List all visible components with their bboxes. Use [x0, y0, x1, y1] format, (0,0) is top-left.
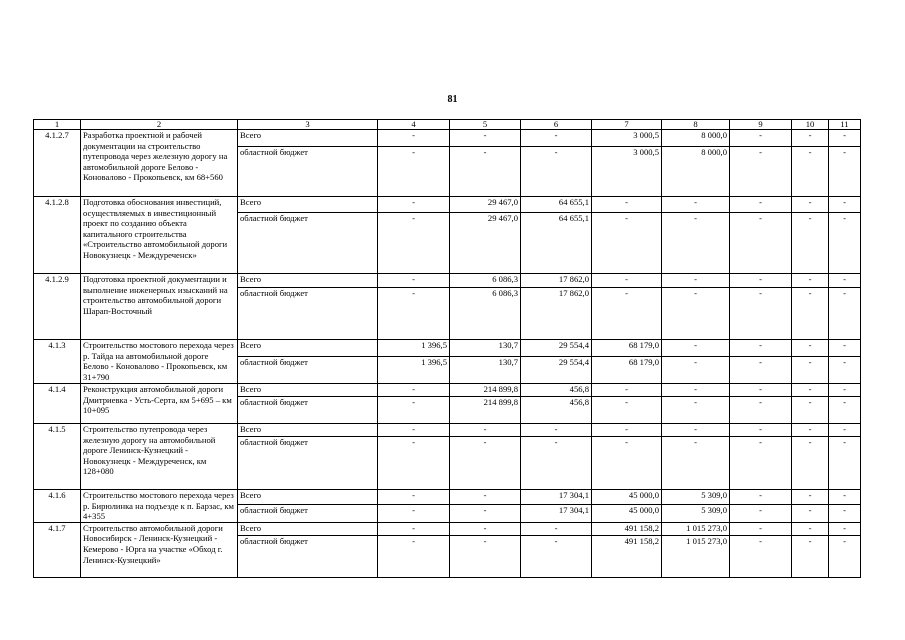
value-cell: 64 655,1: [521, 197, 592, 213]
value-cell: 6 086,3: [450, 288, 521, 340]
value-cell: -: [829, 535, 861, 577]
value-cell: 456,8: [521, 384, 592, 397]
item-number: 4.1.3: [34, 340, 81, 384]
value-cell: -: [792, 147, 829, 197]
value-cell: -: [450, 424, 521, 437]
value-cell: 214 899,8: [450, 384, 521, 397]
value-cell: -: [792, 357, 829, 384]
funding-source: областной бюджет: [238, 535, 378, 577]
table-row: [34, 490, 861, 505]
column-number-11: 11: [829, 120, 861, 130]
value-cell: -: [450, 522, 521, 535]
value-cell: -: [829, 437, 861, 490]
value-cell: -: [521, 535, 592, 577]
value-cell: -: [378, 197, 450, 213]
value-cell: -: [592, 274, 662, 288]
value-cell: -: [521, 424, 592, 437]
value-cell: 29 467,0: [450, 197, 521, 213]
value-cell: -: [792, 535, 829, 577]
value-cell: -: [592, 424, 662, 437]
value-cell: -: [829, 274, 861, 288]
value-cell: -: [730, 130, 792, 147]
value-cell: -: [829, 130, 861, 147]
value-cell: -: [378, 535, 450, 577]
value-cell: -: [829, 505, 861, 522]
value-cell: -: [378, 505, 450, 522]
value-cell: -: [792, 437, 829, 490]
value-cell: -: [662, 397, 730, 424]
value-cell: -: [378, 274, 450, 288]
column-number-1: 1: [34, 120, 81, 130]
value-cell: -: [730, 535, 792, 577]
value-cell: 491 158,2: [592, 535, 662, 577]
value-cell: -: [450, 147, 521, 197]
item-description: Реконструкция автомобильной дороги Дмитриевка - Усть-Серта, км 5+695 – км 10+095: [81, 384, 238, 424]
value-cell: -: [829, 424, 861, 437]
value-cell: 68 179,0: [592, 357, 662, 384]
value-cell: 29 554,4: [521, 340, 592, 357]
column-number-6: 6: [521, 120, 592, 130]
funding-source: Всего: [238, 130, 378, 147]
value-cell: -: [730, 340, 792, 357]
value-cell: 45 000,0: [592, 505, 662, 522]
value-cell: -: [662, 340, 730, 357]
value-cell: 491 158,2: [592, 522, 662, 535]
funding-source: Всего: [238, 522, 378, 535]
value-cell: -: [521, 147, 592, 197]
value-cell: -: [378, 397, 450, 424]
value-cell: -: [592, 384, 662, 397]
value-cell: -: [829, 384, 861, 397]
value-cell: -: [378, 130, 450, 147]
value-cell: 29 554,4: [521, 357, 592, 384]
value-cell: -: [730, 384, 792, 397]
value-cell: -: [829, 197, 861, 213]
funding-source: Всего: [238, 274, 378, 288]
column-number-header-row: [34, 120, 861, 130]
value-cell: 68 179,0: [592, 340, 662, 357]
value-cell: 3 000,5: [592, 130, 662, 147]
value-cell: -: [592, 437, 662, 490]
value-cell: -: [792, 522, 829, 535]
value-cell: -: [792, 505, 829, 522]
funding-source: областной бюджет: [238, 397, 378, 424]
value-cell: 17 304,1: [521, 505, 592, 522]
item-description: Подготовка проектной документации и выполнение инженерных изысканий на строительство автомобильной дороги Шарап-Восточный: [81, 274, 238, 340]
value-cell: -: [829, 522, 861, 535]
value-cell: -: [378, 437, 450, 490]
value-cell: -: [792, 384, 829, 397]
funding-source: областной бюджет: [238, 147, 378, 197]
value-cell: -: [792, 213, 829, 274]
value-cell: -: [730, 397, 792, 424]
value-cell: 130,7: [450, 340, 521, 357]
value-cell: -: [792, 424, 829, 437]
value-cell: -: [592, 197, 662, 213]
item-description: Строительство мостового перехода через р. Бирюлинка на подъезде к п. Барзас, км 4+355: [81, 490, 238, 523]
value-cell: -: [662, 357, 730, 384]
column-number-10: 10: [792, 120, 829, 130]
value-cell: -: [662, 274, 730, 288]
value-cell: 29 467,0: [450, 213, 521, 274]
value-cell: -: [378, 288, 450, 340]
value-cell: -: [662, 424, 730, 437]
value-cell: -: [730, 424, 792, 437]
value-cell: 214 899,8: [450, 397, 521, 424]
funding-source: областной бюджет: [238, 357, 378, 384]
column-number-3: 3: [238, 120, 378, 130]
value-cell: -: [450, 505, 521, 522]
value-cell: -: [829, 490, 861, 505]
column-number-2: 2: [81, 120, 238, 130]
value-cell: -: [730, 522, 792, 535]
value-cell: 45 000,0: [592, 490, 662, 505]
item-number: 4.1.7: [34, 522, 81, 577]
column-number-4: 4: [378, 120, 450, 130]
value-cell: -: [378, 490, 450, 505]
value-cell: 17 862,0: [521, 274, 592, 288]
value-cell: 3 000,5: [592, 147, 662, 197]
value-cell: -: [450, 437, 521, 490]
value-cell: -: [829, 288, 861, 340]
funding-source: Всего: [238, 490, 378, 505]
value-cell: -: [378, 384, 450, 397]
value-cell: -: [662, 288, 730, 340]
value-cell: -: [829, 357, 861, 384]
funding-source: Всего: [238, 424, 378, 437]
funding-source: областной бюджет: [238, 437, 378, 490]
funding-source: Всего: [238, 384, 378, 397]
value-cell: -: [829, 340, 861, 357]
value-cell: -: [378, 147, 450, 197]
item-description: Строительство путепровода через железную дорогу на автомобильной дороге Ленинск-Кузнецкий - Новокузнецк - Междуреченск, км 128+080: [81, 424, 238, 490]
item-description: Разработка проектной и рабочей документации на строительство путепровода через железную дорогу на автомобильной дороге Белово - Коновалово - Прокопьевск, км 68+560: [81, 130, 238, 197]
value-cell: -: [792, 197, 829, 213]
value-cell: 1 015 273,0: [662, 535, 730, 577]
value-cell: -: [662, 213, 730, 274]
value-cell: -: [792, 274, 829, 288]
table-row: [34, 522, 861, 535]
value-cell: 8 000,0: [662, 130, 730, 147]
item-description: Подготовка обоснования инвестиций, осуществляемых в инвестиционный проект по созданию объекта капитального строительства «Строительство автомобильной дороги Новокузнецк - Междуреченск»: [81, 197, 238, 274]
table-row: [34, 384, 861, 397]
value-cell: -: [792, 340, 829, 357]
value-cell: 5 309,0: [662, 505, 730, 522]
value-cell: -: [450, 535, 521, 577]
value-cell: -: [521, 130, 592, 147]
value-cell: -: [792, 397, 829, 424]
value-cell: -: [792, 130, 829, 147]
value-cell: -: [730, 505, 792, 522]
item-number: 4.1.4: [34, 384, 81, 424]
value-cell: -: [662, 197, 730, 213]
value-cell: -: [730, 197, 792, 213]
value-cell: -: [730, 490, 792, 505]
value-cell: 456,8: [521, 397, 592, 424]
value-cell: -: [730, 288, 792, 340]
value-cell: -: [662, 437, 730, 490]
budget-table: [33, 119, 861, 578]
funding-source: Всего: [238, 340, 378, 357]
value-cell: -: [592, 397, 662, 424]
item-description: Строительство мостового перехода через р. Тайда на автомобильной дороге Белово - Коновалово - Прокопьевск, км 31+790: [81, 340, 238, 384]
table-row: [34, 130, 861, 147]
value-cell: -: [378, 424, 450, 437]
value-cell: -: [730, 274, 792, 288]
value-cell: -: [450, 490, 521, 505]
value-cell: -: [730, 437, 792, 490]
table-row: [34, 424, 861, 437]
value-cell: 64 655,1: [521, 213, 592, 274]
value-cell: -: [592, 288, 662, 340]
table-row: [34, 274, 861, 288]
item-description: Строительство автомобильной дороги Новосибирск - Ленинск-Кузнецкий - Кемерово - Юрга на участке «Обход г. Ленинск-Кузнецкий»: [81, 522, 238, 577]
item-number: 4.1.2.9: [34, 274, 81, 340]
value-cell: -: [378, 522, 450, 535]
column-number-7: 7: [592, 120, 662, 130]
value-cell: -: [662, 384, 730, 397]
funding-source: областной бюджет: [238, 213, 378, 274]
funding-source: Всего: [238, 197, 378, 213]
item-number: 4.1.2.8: [34, 197, 81, 274]
funding-source: областной бюджет: [238, 288, 378, 340]
value-cell: -: [730, 213, 792, 274]
value-cell: 6 086,3: [450, 274, 521, 288]
item-number: 4.1.5: [34, 424, 81, 490]
value-cell: -: [829, 147, 861, 197]
value-cell: -: [730, 147, 792, 197]
funding-source: областной бюджет: [238, 505, 378, 522]
value-cell: 5 309,0: [662, 490, 730, 505]
value-cell: 1 015 273,0: [662, 522, 730, 535]
value-cell: 1 396,5: [378, 340, 450, 357]
value-cell: 130,7: [450, 357, 521, 384]
value-cell: -: [829, 213, 861, 274]
value-cell: -: [521, 437, 592, 490]
item-number: 4.1.6: [34, 490, 81, 523]
value-cell: -: [521, 522, 592, 535]
table-row: [34, 197, 861, 213]
column-number-5: 5: [450, 120, 521, 130]
value-cell: 17 862,0: [521, 288, 592, 340]
value-cell: -: [792, 288, 829, 340]
item-number: 4.1.2.7: [34, 130, 81, 197]
table-body: [34, 130, 861, 578]
column-number-8: 8: [662, 120, 730, 130]
value-cell: -: [730, 357, 792, 384]
value-cell: -: [450, 130, 521, 147]
value-cell: -: [592, 213, 662, 274]
value-cell: 8 000,0: [662, 147, 730, 197]
value-cell: 1 396,5: [378, 357, 450, 384]
table-row: [34, 340, 861, 357]
value-cell: -: [378, 213, 450, 274]
page-number: 81: [447, 94, 458, 105]
value-cell: -: [829, 397, 861, 424]
value-cell: -: [792, 490, 829, 505]
column-number-9: 9: [730, 120, 792, 130]
value-cell: 17 304,1: [521, 490, 592, 505]
